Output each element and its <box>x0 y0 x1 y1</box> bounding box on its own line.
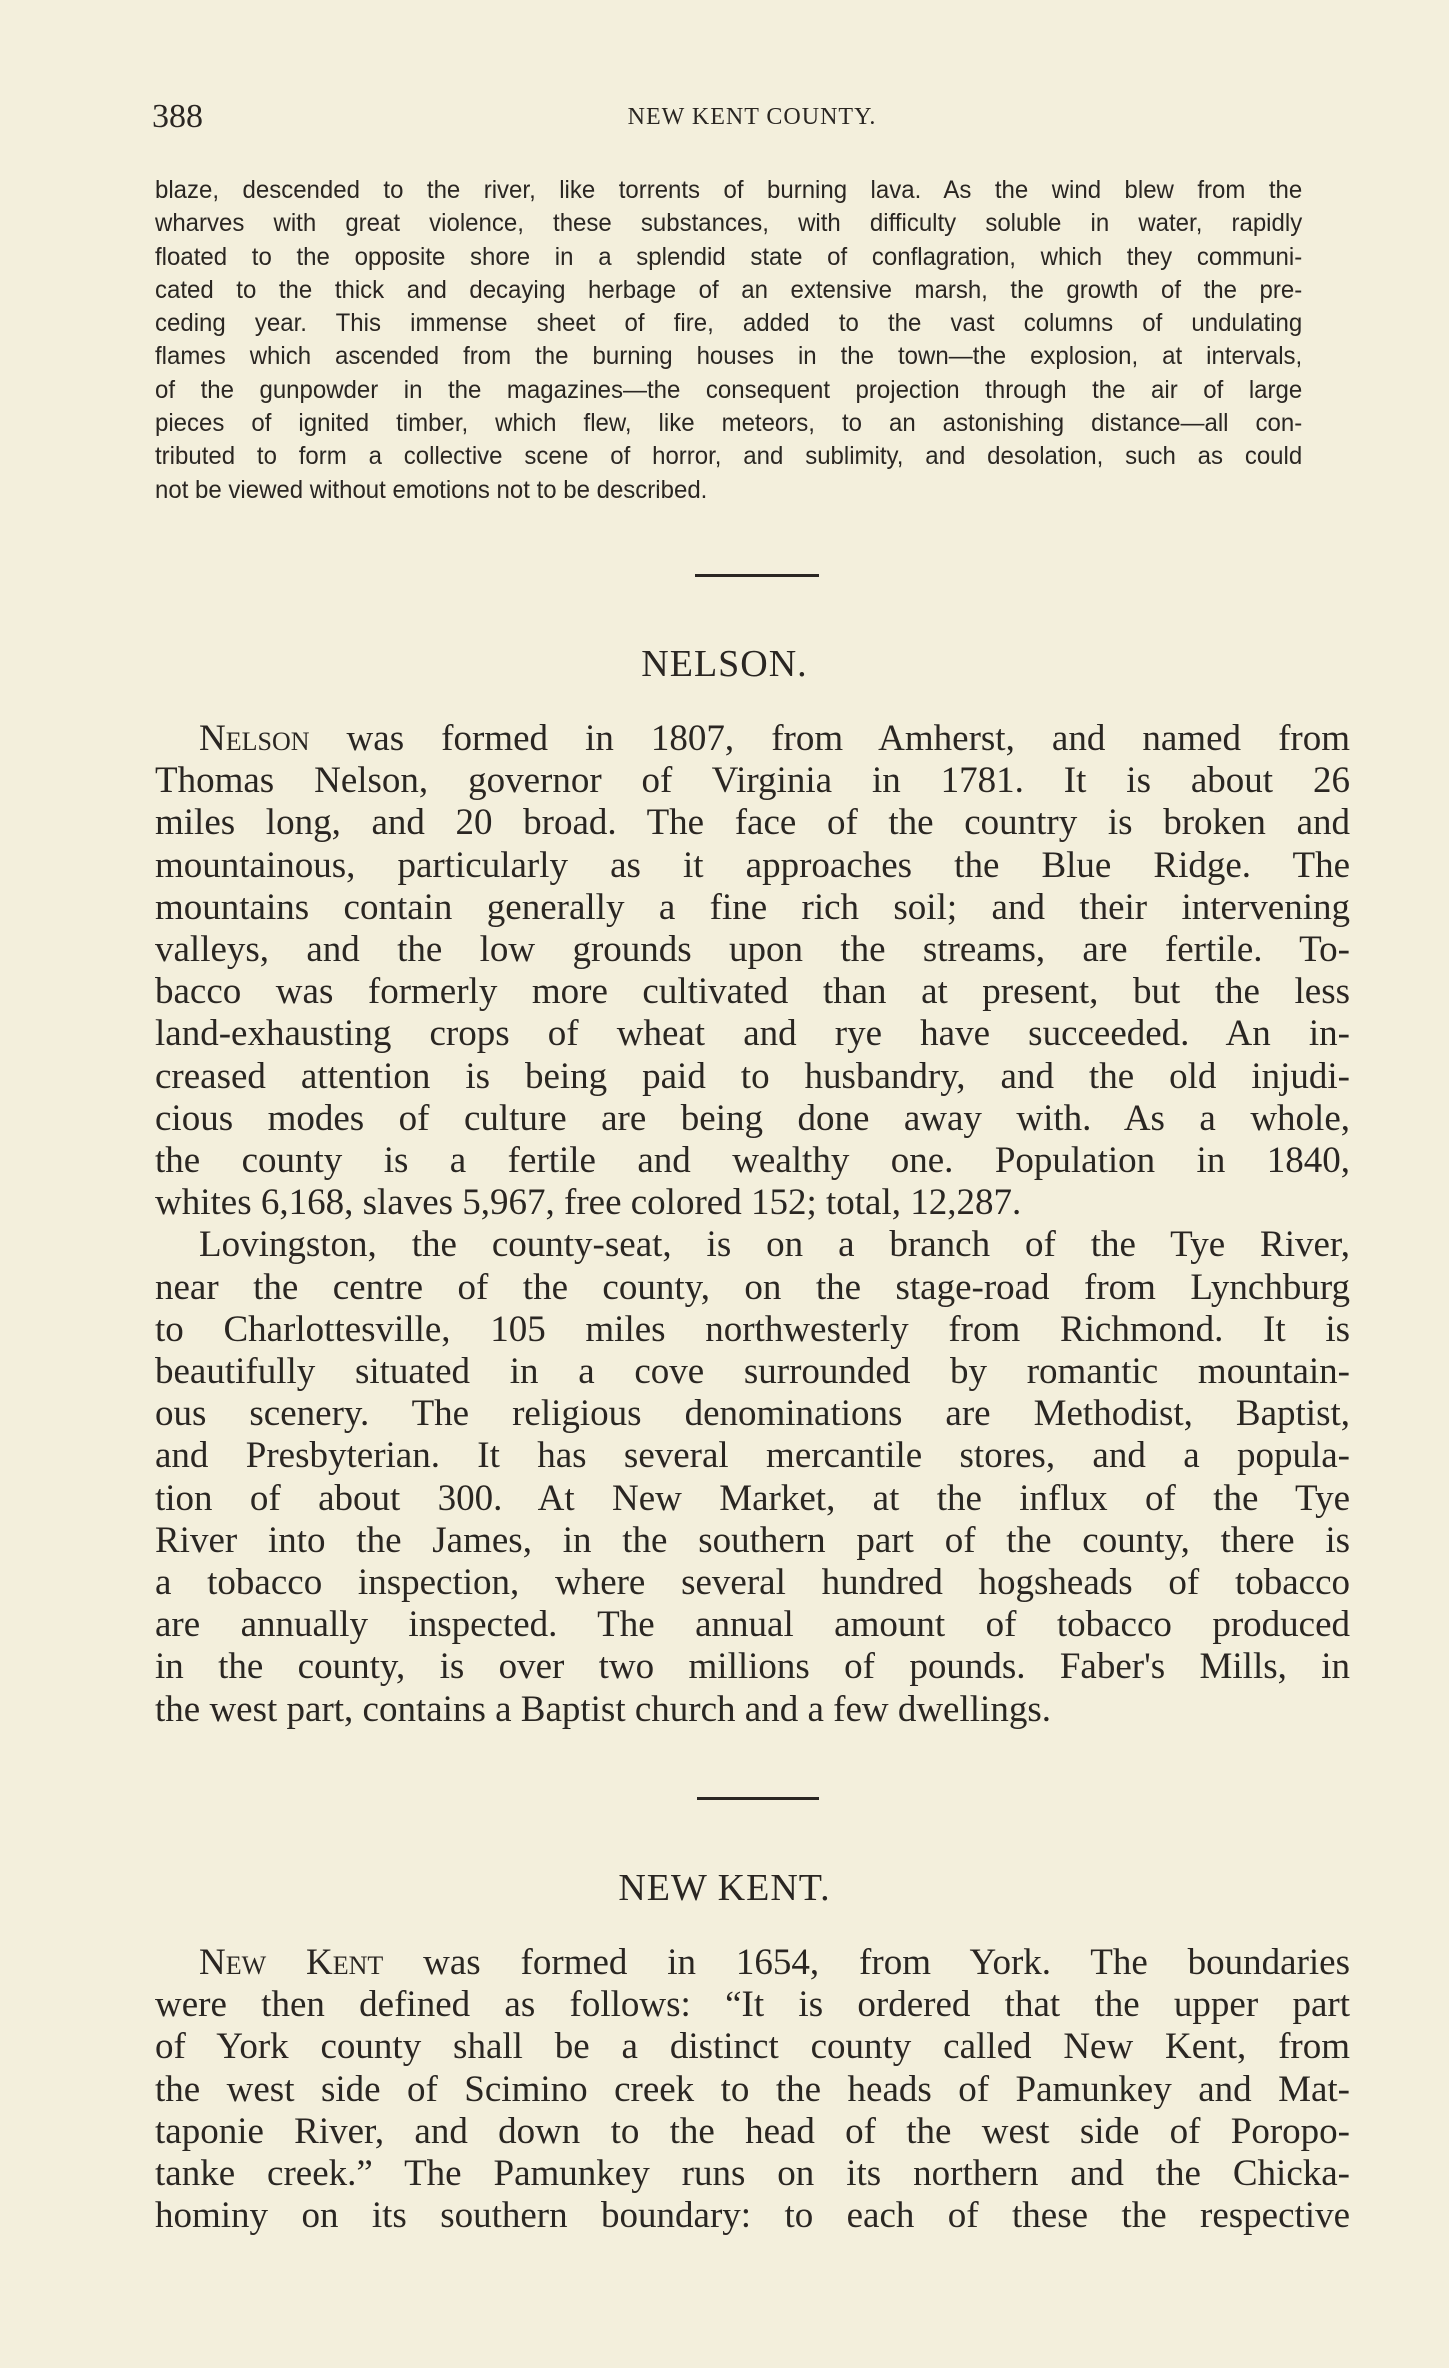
text-line: creased attention is being paid to husbandry, and the old injudi- <box>155 1055 1350 1097</box>
new-kent-body <box>155 1942 1350 2237</box>
text-line: the county is a fertile and wealthy one. Population in 1840, <box>155 1140 1350 1182</box>
text-line: cated to the thick and decaying herbage of an extensive marsh, the growth of the pre- <box>155 275 1303 304</box>
line-text: was formed in 1807, from Amherst, and named from <box>309 718 1350 759</box>
text-line: floated to the opposite shore in a splendid state of conflagration, which they communi- <box>155 242 1303 271</box>
text-line: a tobacco inspection, where several hundred hogsheads of tobacco <box>155 1562 1350 1604</box>
text-line: in the county, is over two millions of pounds. Faber's Mills, in <box>155 1646 1350 1688</box>
text-line: bacco was formerly more cultivated than at present, but the less <box>155 971 1350 1013</box>
running-header <box>152 98 1352 138</box>
lead-word: New Kent <box>199 1942 384 1983</box>
line-text: was formed in 1654, from York. The boundaries <box>383 1942 1350 1983</box>
text-line: to Charlottesville, 105 miles northwesterly from Richmond. It is <box>155 1308 1350 1350</box>
lead-word: Nelson <box>199 718 310 759</box>
running-title: NEW KENT COUNTY. <box>627 104 877 130</box>
text-line <box>155 1942 1350 1984</box>
section-divider <box>697 1797 819 1800</box>
text-line: taponie River, and down to the head of the west side of Poropo- <box>155 2110 1350 2152</box>
text-line: near the centre of the county, on the stage-road from Lynchburg <box>155 1266 1350 1308</box>
text-line: of York county shall be a distinct county called New Kent, from <box>155 2026 1350 2068</box>
text-line: the west side of Scimino creek to the heads of Pamunkey and Mat- <box>155 2068 1350 2110</box>
text-line: of the gunpowder in the magazines—the consequent projection through the air of large <box>155 375 1303 404</box>
text-line: valleys, and the low grounds upon the streams, are fertile. To- <box>155 929 1350 971</box>
text-line: miles long, and 20 broad. The face of the country is broken and <box>155 802 1350 844</box>
text-line: flames which ascended from the burning houses in the town—the explosion, at intervals, <box>155 342 1303 371</box>
text-line: and Presbyterian. It has several mercantile stores, and a popula- <box>155 1435 1350 1477</box>
text-line: beautifully situated in a cove surrounded by romantic mountain- <box>155 1351 1350 1393</box>
section-title-nelson: NELSON. <box>641 643 808 685</box>
text-line <box>155 718 1350 760</box>
text-line: tion of about 300. At New Market, at the influx of the Tye <box>155 1477 1350 1519</box>
text-line: cious modes of culture are being done away with. As a whole, <box>155 1097 1350 1139</box>
text-line: pieces of ignited timber, which flew, like meteors, to an astonishing distance—all con- <box>155 409 1303 438</box>
section-divider <box>695 574 819 577</box>
text-line: tanke creek.” The Pamunkey runs on its northern and the Chicka- <box>155 2153 1350 2195</box>
nelson-body <box>155 718 1350 1731</box>
text-line: tributed to form a collective scene of horror, and sublimity, and desolation, such as could <box>155 442 1303 471</box>
text-line: River into the James, in the southern part of the county, there is <box>155 1519 1350 1561</box>
text-line: hominy on its southern boundary: to each of these the respective <box>155 2195 1350 2237</box>
text-line: ceding year. This immense sheet of fire, added to the vast columns of undulating <box>155 309 1303 338</box>
text-line: mountainous, particularly as it approaches the Blue Ridge. The <box>155 844 1350 886</box>
page-number: 388 <box>152 98 203 135</box>
intro-paragraph <box>155 174 1302 507</box>
text-line: whites 6,168, slaves 5,967, free colored 152; total, 12,287. <box>155 1182 1022 1224</box>
text-line: blaze, descended to the river, like torrents of burning lava. As the wind blew from the <box>155 176 1303 204</box>
text-line: land-exhausting crops of wheat and rye have succeeded. An in- <box>155 1013 1350 1055</box>
text-line: are annually inspected. The annual amount of tobacco produced <box>155 1604 1350 1646</box>
text-line: wharves with great violence, these substances, with difficulty soluble in water, rapidly <box>155 209 1303 238</box>
text-line: mountains contain generally a fine rich soil; and their intervening <box>155 886 1350 928</box>
text-line: were then defined as follows: “It is ordered that the upper part <box>155 1984 1350 2026</box>
text-line: ous scenery. The religious denominations are Methodist, Baptist, <box>155 1393 1350 1435</box>
text-line: the west part, contains a Baptist church and a few dwellings. <box>155 1688 1051 1730</box>
text-line: Lovingston, the county-seat, is on a branch of the Tye River, <box>199 1224 1350 1266</box>
text-line: Thomas Nelson, governor of Virginia in 1781. It is about 26 <box>155 760 1350 802</box>
text-line: not be viewed without emotions not to be described. <box>155 475 708 504</box>
section-title-new-kent: NEW KENT. <box>618 1867 831 1909</box>
